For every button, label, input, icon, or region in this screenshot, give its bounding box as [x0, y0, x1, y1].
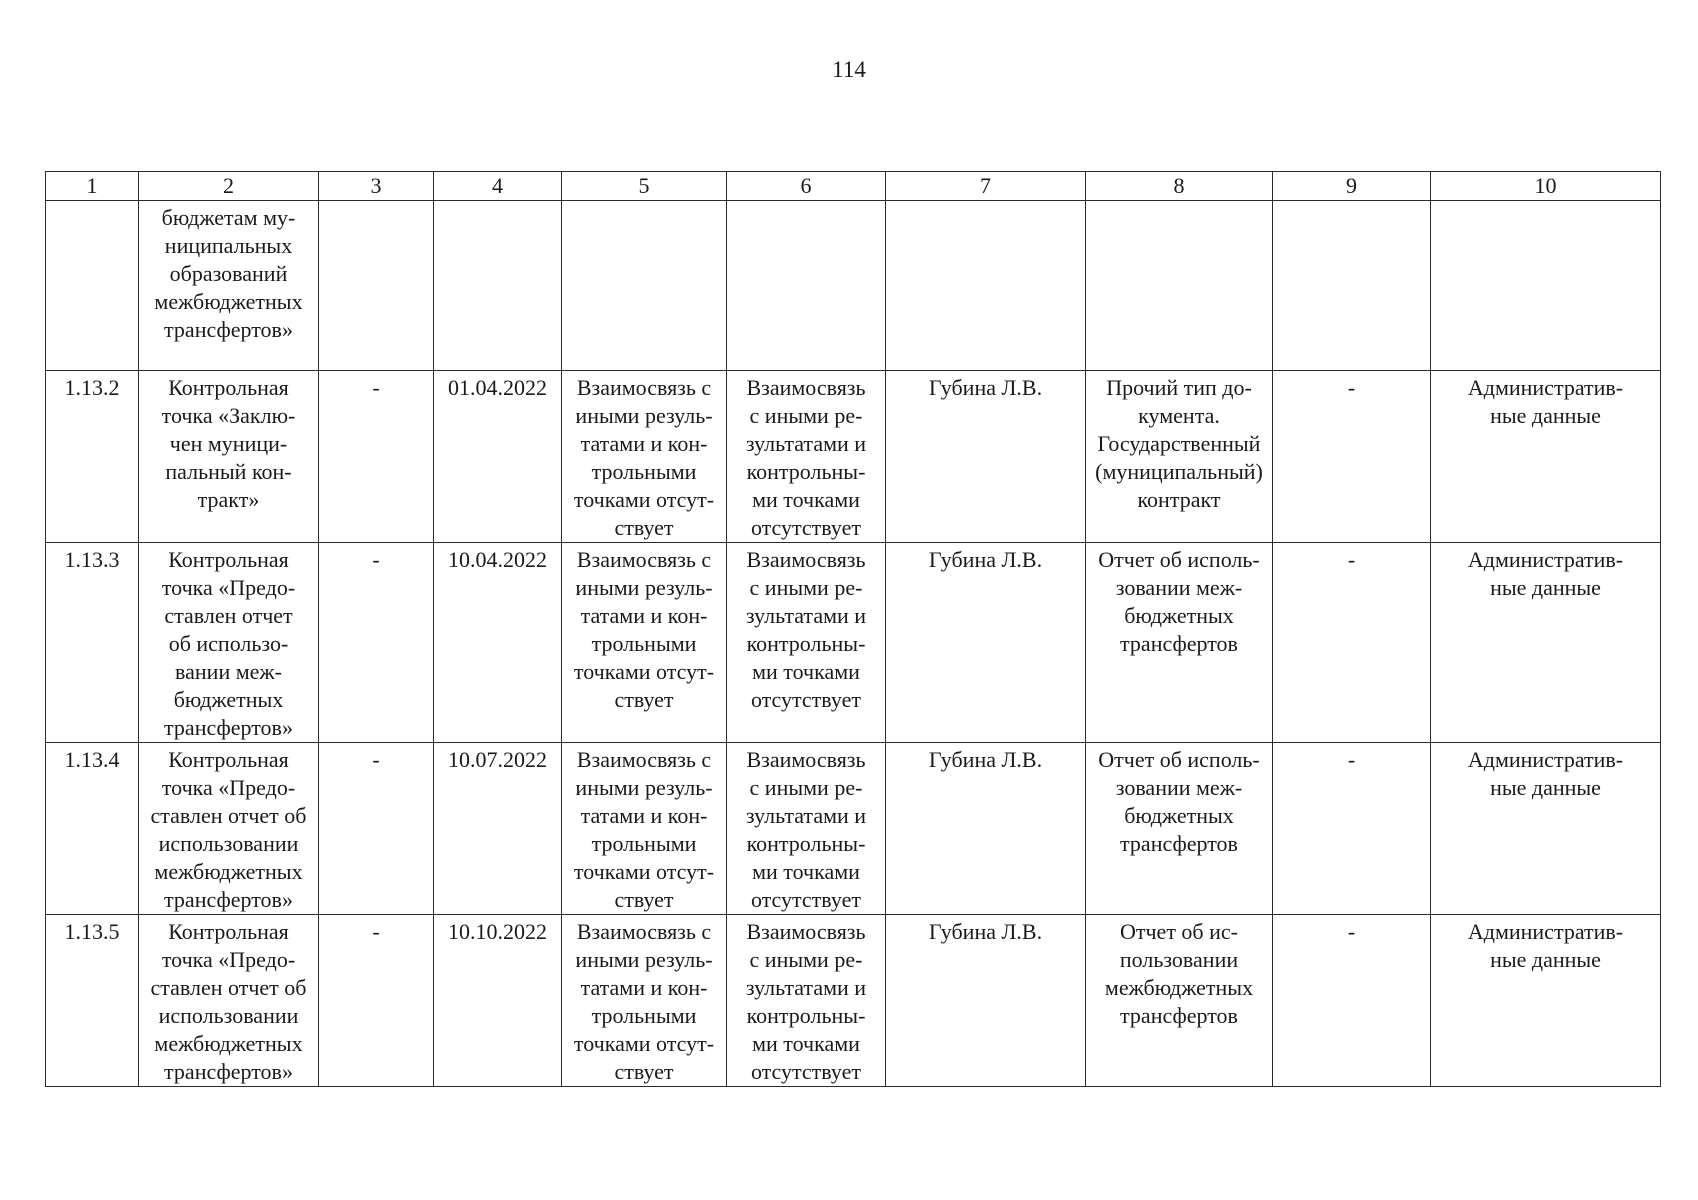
cell-col3: [319, 201, 434, 371]
cell-col5: [562, 543, 727, 743]
cell-document: [1086, 543, 1273, 743]
cell-text: Взаимосвязь с иными ре- зультатами и контрольны- ми точками отсутствует: [745, 375, 867, 540]
cell-text: Административ- ные данные: [1467, 547, 1624, 600]
cell-responsible: [886, 743, 1086, 915]
cell-col3: [319, 743, 434, 915]
cell-responsible: [886, 201, 1086, 371]
cell-text: бюджетам му- ниципальных образований межбюджетных трансфертов»: [154, 205, 303, 342]
cell-text: -: [372, 747, 380, 772]
cell-text: 1.13.3: [64, 547, 120, 572]
column-header: 4: [434, 172, 562, 201]
column-header: 10: [1431, 172, 1661, 201]
cell-col5: [562, 201, 727, 371]
cell-col5: [562, 743, 727, 915]
cell-text: 10.04.2022: [448, 547, 547, 572]
cell-source: [1431, 543, 1661, 743]
table-header: [46, 172, 1661, 201]
cell-text: Взаимосвязь с иными ре- зультатами и контрольны- ми точками отсутствует: [745, 919, 867, 1084]
cell-number: [46, 743, 139, 915]
cell-text: Взаимосвязь с иными резуль- татами и кон- трольными точками отсут- ствует: [573, 547, 715, 712]
cell-col5: [562, 915, 727, 1087]
cell-text: Административ- ные данные: [1467, 919, 1624, 972]
column-header: 8: [1086, 172, 1273, 201]
cell-text: Взаимосвязь с иными резуль- татами и кон- трольными точками отсут- ствует: [573, 747, 715, 912]
table-row: [46, 743, 1661, 915]
cell-text: Контрольная точка «Предо- ставлен отчет об использо- вании меж- бюджетных трансфертов»: [161, 547, 296, 740]
cell-name: [139, 543, 319, 743]
cell-text: 1.13.5: [64, 919, 120, 944]
cell-source: [1431, 743, 1661, 915]
cell-col9: [1273, 743, 1431, 915]
cell-responsible: [886, 543, 1086, 743]
cell-col9: [1273, 543, 1431, 743]
cell-col6: [727, 543, 886, 743]
cell-document: [1086, 915, 1273, 1087]
column-header: 9: [1273, 172, 1431, 201]
cell-col6: [727, 915, 886, 1087]
cell-text: Отчет об ис- пользовании межбюджетных трансфертов: [1104, 919, 1254, 1028]
cell-text: -: [372, 375, 380, 400]
cell-text: -: [1347, 547, 1356, 572]
cell-name: [139, 371, 319, 543]
cell-date: [434, 915, 562, 1087]
cell-text: -: [372, 547, 380, 572]
cell-text: 1.13.2: [64, 375, 120, 400]
page-number: 114: [832, 57, 866, 82]
cell-responsible: [886, 915, 1086, 1087]
column-header: 3: [319, 172, 434, 201]
cell-text: -: [1347, 375, 1356, 400]
cell-text: Отчет об исполь- зовании меж- бюджетных трансфертов: [1098, 747, 1260, 856]
cell-name: [139, 915, 319, 1087]
cell-col6: [727, 743, 886, 915]
cell-col6: [727, 201, 886, 371]
column-header: 7: [886, 172, 1086, 201]
cell-text: Губина Л.В.: [928, 547, 1043, 572]
cell-col6: [727, 371, 886, 543]
cell-text: Взаимосвязь с иными резуль- татами и кон- трольными точками отсут- ствует: [573, 375, 715, 540]
cell-text: Губина Л.В.: [928, 747, 1043, 772]
cell-date: [434, 743, 562, 915]
cell-text: Прочий тип до- кумента. Государственный (муниципальный) контракт: [1095, 375, 1263, 512]
cell-text: Взаимосвязь с иными ре- зультатами и контрольны- ми точками отсутствует: [745, 547, 867, 712]
cell-date: [434, 371, 562, 543]
cell-number: [46, 915, 139, 1087]
table-row: [46, 543, 1661, 743]
column-header: 6: [727, 172, 886, 201]
cell-text: Контрольная точка «Предо- ставлен отчет об использовании межбюджетных трансфертов»: [150, 747, 307, 912]
cell-col3: [319, 543, 434, 743]
cell-col9: [1273, 371, 1431, 543]
cell-source: [1431, 915, 1661, 1087]
cell-name: [139, 743, 319, 915]
column-header: 2: [139, 172, 319, 201]
cell-source: [1431, 371, 1661, 543]
cell-source: [1431, 201, 1661, 371]
column-header: 5: [562, 172, 727, 201]
cell-text: -: [372, 919, 380, 944]
table-body: [46, 201, 1661, 1087]
header-row: [46, 172, 1661, 201]
cell-document: [1086, 743, 1273, 915]
document-table: [45, 171, 1661, 1087]
cell-responsible: [886, 371, 1086, 543]
cell-number: [46, 201, 139, 371]
cell-text: Взаимосвязь с иными резуль- татами и кон- трольными точками отсут- ствует: [573, 919, 715, 1084]
cell-name: [139, 201, 319, 371]
cell-document: [1086, 371, 1273, 543]
cell-date: [434, 543, 562, 743]
table-row: [46, 201, 1661, 371]
cell-text: 10.07.2022: [448, 747, 547, 772]
cell-text: Губина Л.В.: [928, 919, 1043, 944]
cell-text: 01.04.2022: [448, 375, 547, 400]
cell-text: 1.13.4: [64, 747, 120, 772]
cell-text: Административ- ные данные: [1467, 747, 1624, 800]
cell-text: Губина Л.В.: [928, 375, 1043, 400]
cell-number: [46, 371, 139, 543]
cell-document: [1086, 201, 1273, 371]
table-row: [46, 371, 1661, 543]
cell-text: Отчет об исполь- зовании меж- бюджетных трансфертов: [1098, 547, 1260, 656]
cell-text: Контрольная точка «Заклю- чен муници- пальный кон- тракт»: [161, 375, 296, 512]
cell-text: Контрольная точка «Предо- ставлен отчет об использовании межбюджетных трансфертов»: [150, 919, 307, 1084]
cell-col3: [319, 915, 434, 1087]
column-header: 1: [46, 172, 139, 201]
cell-col3: [319, 371, 434, 543]
table-row: [46, 915, 1661, 1087]
cell-col9: [1273, 201, 1431, 371]
cell-text: -: [1347, 919, 1356, 944]
cell-date: [434, 201, 562, 371]
cell-text: 10.10.2022: [448, 919, 547, 944]
cell-col5: [562, 371, 727, 543]
cell-number: [46, 543, 139, 743]
cell-text: Взаимосвязь с иными ре- зультатами и контрольны- ми точками отсутствует: [745, 747, 867, 912]
cell-text: Административ- ные данные: [1467, 375, 1624, 428]
cell-col9: [1273, 915, 1431, 1087]
cell-text: -: [1347, 747, 1356, 772]
